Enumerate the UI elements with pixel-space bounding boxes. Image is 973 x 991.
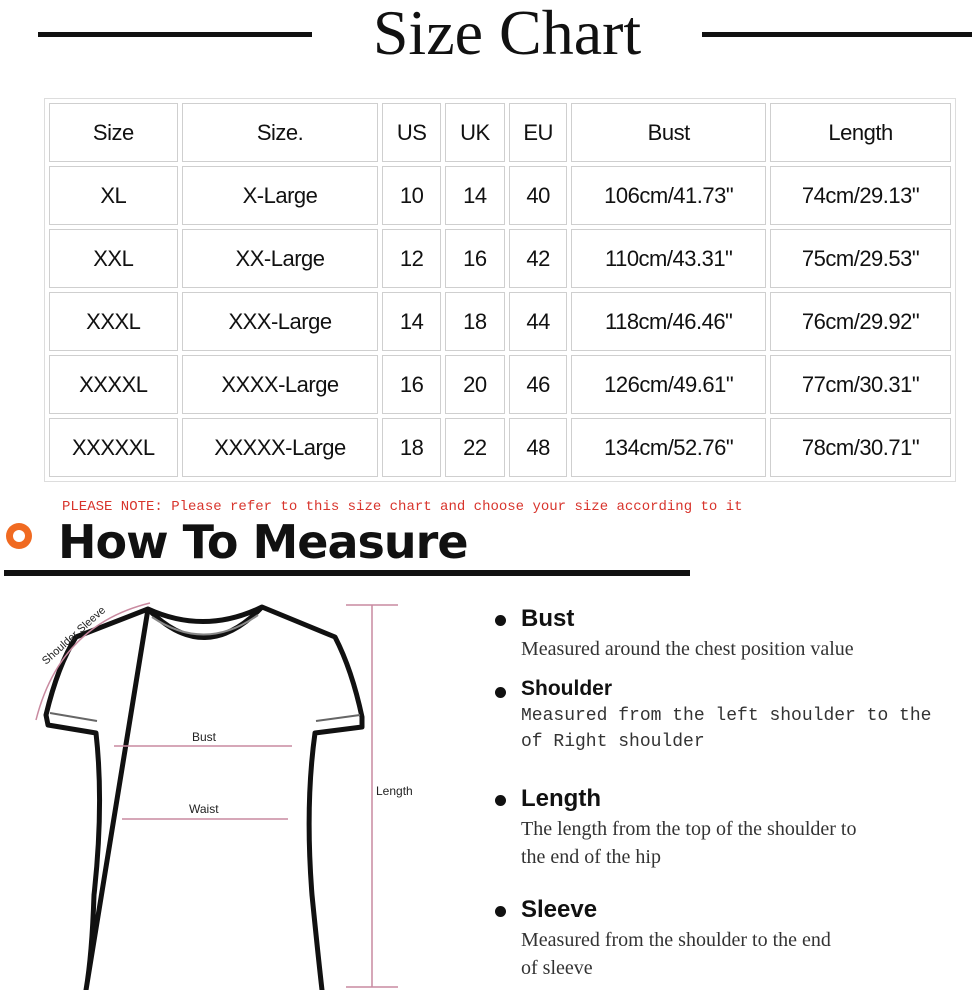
measure-item-desc: the end of the hip xyxy=(521,846,661,868)
table-cell: 134cm/52.76" xyxy=(571,418,766,477)
length-label: Length xyxy=(376,784,413,798)
table-cell: 48 xyxy=(509,418,567,477)
measure-item-desc: Measured around the chest position value xyxy=(521,638,854,660)
title-rule-right xyxy=(702,32,972,37)
table-cell: 16 xyxy=(382,355,440,414)
bullet-icon xyxy=(495,615,506,626)
column-header: Size. xyxy=(182,103,379,162)
table-cell: 14 xyxy=(382,292,440,351)
column-header: Length xyxy=(770,103,951,162)
sleeve-hem-right xyxy=(316,715,360,721)
measure-item-desc: of sleeve xyxy=(521,957,593,979)
table-cell: XX-Large xyxy=(182,229,379,288)
table-cell: 18 xyxy=(382,418,440,477)
table-cell: XXL xyxy=(49,229,178,288)
measure-item-bust xyxy=(495,605,955,663)
waist-label: Waist xyxy=(189,802,219,816)
table-cell: X-Large xyxy=(182,166,379,225)
table-cell: 10 xyxy=(382,166,440,225)
tshirt-diagram xyxy=(0,595,460,990)
table-cell: XL xyxy=(49,166,178,225)
column-header: UK xyxy=(445,103,505,162)
table-cell: 74cm/29.13" xyxy=(770,166,951,225)
bullet-icon xyxy=(495,687,506,698)
section-title: How To Measure xyxy=(58,515,468,569)
table-cell: XXXXL xyxy=(49,355,178,414)
measure-item-sleeve xyxy=(495,896,955,982)
column-header: US xyxy=(382,103,440,162)
table-cell: 118cm/46.46" xyxy=(571,292,766,351)
measure-item-title: Sleeve xyxy=(521,896,598,923)
table-cell: 14 xyxy=(445,166,505,225)
table-cell: XXXXX-Large xyxy=(182,418,379,477)
measure-item-title: Shoulder xyxy=(521,677,613,700)
tshirt-outline xyxy=(46,607,362,990)
table-cell: 40 xyxy=(509,166,567,225)
measure-item-desc: The length from the top of the shoulder to xyxy=(521,818,857,840)
column-header: Size xyxy=(49,103,178,162)
table-cell: XXX-Large xyxy=(182,292,379,351)
table-cell: XXXX-Large xyxy=(182,355,379,414)
column-header: Bust xyxy=(571,103,766,162)
column-header: EU xyxy=(509,103,567,162)
shoulder-sleeve-label: Shoulder Sleeve xyxy=(39,604,109,668)
table-row xyxy=(49,292,951,351)
circle-bullet-icon xyxy=(6,523,32,549)
table-cell: 12 xyxy=(382,229,440,288)
table-cell: 77cm/30.31" xyxy=(770,355,951,414)
table-cell: 106cm/41.73" xyxy=(571,166,766,225)
measure-item-title: Bust xyxy=(521,605,575,632)
table-cell: 126cm/49.61" xyxy=(571,355,766,414)
bullet-icon xyxy=(495,906,506,917)
measure-item-desc: of Right shoulder xyxy=(521,732,705,752)
table-cell: 42 xyxy=(509,229,567,288)
table-cell: 18 xyxy=(445,292,505,351)
table-cell: 78cm/30.71" xyxy=(770,418,951,477)
table-cell: 16 xyxy=(445,229,505,288)
size-note: PLEASE NOTE: Please refer to this size chart and choose your size according to it xyxy=(62,499,743,515)
measure-item-length xyxy=(495,785,955,871)
size-table xyxy=(44,98,956,482)
page-title: Size Chart xyxy=(372,0,642,68)
bullet-icon xyxy=(495,795,506,806)
section-rule xyxy=(4,570,690,576)
table-cell: 20 xyxy=(445,355,505,414)
table-cell: XXXXXL xyxy=(49,418,178,477)
measure-item-desc: Measured from the shoulder to the end xyxy=(521,929,831,951)
table-header-row xyxy=(49,103,951,162)
measure-item-title: Length xyxy=(521,785,601,812)
table-row xyxy=(49,418,951,477)
table-row xyxy=(49,229,951,288)
table-cell: 44 xyxy=(509,292,567,351)
title-rule-left xyxy=(38,32,312,37)
sleeve-hem-left xyxy=(50,713,97,721)
measure-item-shoulder xyxy=(495,677,955,755)
table-cell: 75cm/29.53" xyxy=(770,229,951,288)
table-cell: 110cm/43.31" xyxy=(571,229,766,288)
table-cell: 22 xyxy=(445,418,505,477)
measure-item-desc: Measured from the left shoulder to the xyxy=(521,706,932,726)
bust-label: Bust xyxy=(192,730,217,744)
table-cell: 46 xyxy=(509,355,567,414)
table-cell: XXXL xyxy=(49,292,178,351)
table-row xyxy=(49,355,951,414)
table-cell: 76cm/29.92" xyxy=(770,292,951,351)
table-row xyxy=(49,166,951,225)
